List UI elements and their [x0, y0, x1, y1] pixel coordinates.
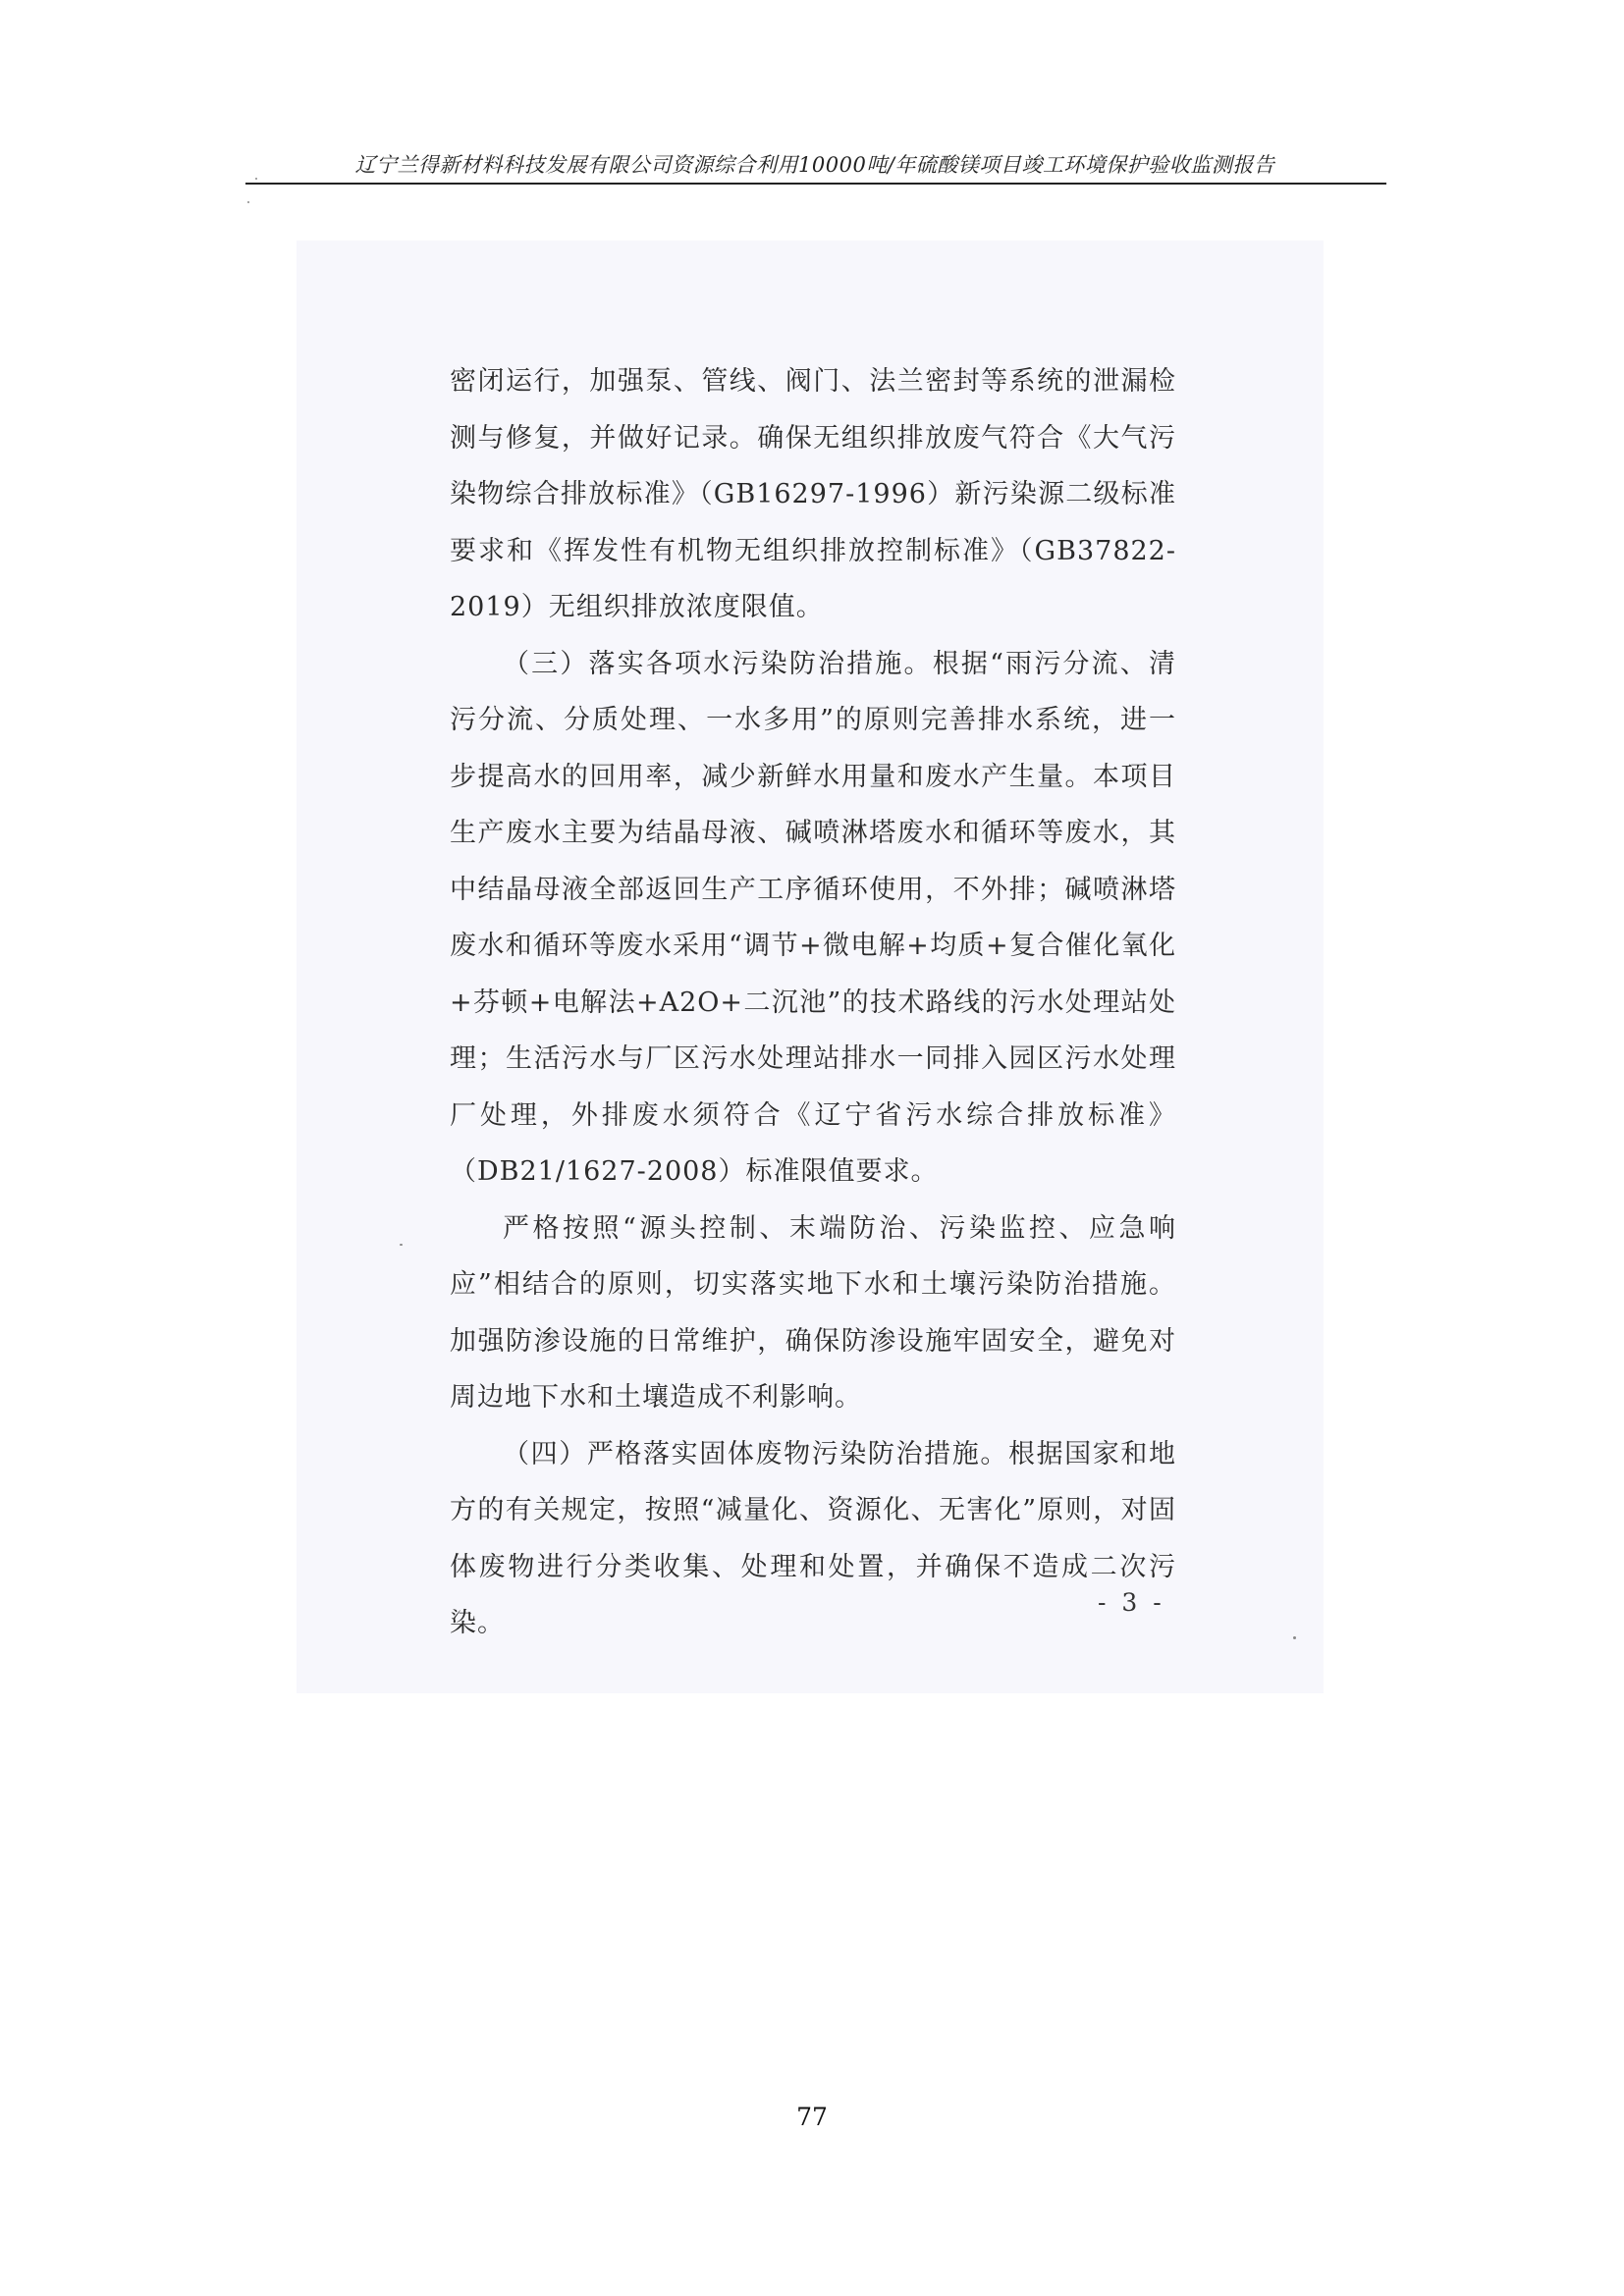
paragraph: （四）严格落实固体废物污染防治措施。根据国家和地方的有关规定，按照“减量化、资源化、无害化”原则，对固体废物进行分类收集、处理和处置，并确保不造成二次污染。: [450, 1438, 1176, 1638]
scan-speck: [400, 1244, 403, 1246]
scanned-page-number: - 3 -: [1098, 1588, 1165, 1617]
paragraph: 严格按照“源头控制、末端防治、污染监控、应急响应”相结合的原则，切实落实地下水和土壤污染防治措施。加强防渗设施的日常维护，确保防渗设施牢固安全，避免对周边地下水和土壤造成不利影响。: [450, 1212, 1176, 1413]
scan-speck: [247, 201, 249, 203]
page-number: 77: [796, 2103, 828, 2131]
scan-speck: [1293, 1636, 1296, 1639]
report-header-title: 辽宁兰得新材料科技发展有限公司资源综合利用10000吨/年硫酸镁项目竣工环境保护验收监测报告: [354, 153, 1275, 177]
paragraph: （三）落实各项水污染防治措施。根据“雨污分流、清污分流、分质处理、一水多用”的原则完善排水系统，进一步提高水的回用率，减少新鲜水用量和废水产生量。本项目生产废水主要为结晶母液、碱喷淋塔废水和循环等废水，其中结晶母液全部返回生产工序循环使用，不外排；碱喷淋塔废水和循环等废水采用“调节+微电解+均质+复合催化氧化+芬顿+电解法+A2O+二沉池”的技术路线的污水处理站处理；生活污水与厂区污水处理站排水一同排入园区污水处理厂处理，外排废水须符合《辽宁省污水综合排放标准》（DB21/1627-2008）标准限值要求。: [450, 648, 1176, 1187]
paragraph: 密闭运行，加强泵、管线、阀门、法兰密封等系统的泄漏检测与修复，并做好记录。确保无组织排放废气符合《大气污染物综合排放标准》（GB16297-1996）新污染源二级标准要求和《挥发性有机物无组织排放控制标准》（GB37822-2019）无组织排放浓度限值。: [450, 366, 1176, 622]
header-divider: [245, 183, 1386, 185]
body-text: [450, 353, 1176, 1652]
scan-speck: [255, 178, 257, 180]
